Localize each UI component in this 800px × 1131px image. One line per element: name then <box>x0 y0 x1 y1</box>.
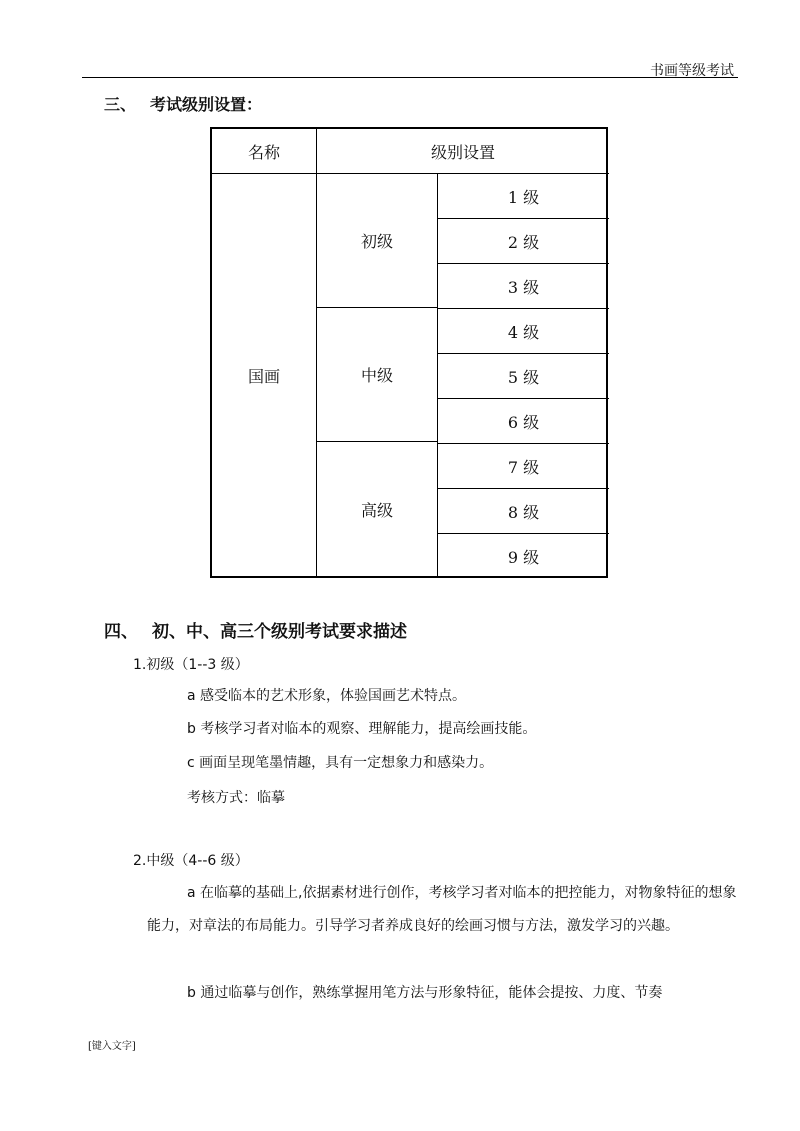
table-header-name: 名称 <box>212 129 317 174</box>
grade-cell: 2 级 <box>438 219 609 264</box>
table-header-level: 级别设置 <box>317 129 609 174</box>
requirement-line: a 感受临本的艺术形象，体验国画艺术特点。 <box>187 688 467 704</box>
section-4-text: 初、中、高三个级别考试要求描述 <box>152 622 407 642</box>
section-3-number: 三、 <box>104 95 137 114</box>
tier-cell-beginner: 初级 <box>317 174 438 308</box>
table-name-cell: 国画 <box>212 174 317 576</box>
footer-placeholder: [键入文字] <box>88 1041 136 1052</box>
requirement-line: c 画面呈现笔墨情趣，具有一定想象力和感染力。 <box>187 755 494 771</box>
grade-cell: 9 级 <box>507 548 540 567</box>
grade-cell: 3 级 <box>438 264 609 309</box>
subsection-beginner-title: 1.初级（1--3 级） <box>133 657 249 673</box>
level-table <box>210 127 608 578</box>
section-3-title <box>104 92 262 115</box>
grade-cell: 4 级 <box>438 309 609 354</box>
header-rule <box>82 77 738 78</box>
requirement-paragraph-a: a 在临摹的基础上,依据素材进行创作，考核学习者对临本的把控能力，对物象特征的想象能力，对章法的布局能力。引导学习者养成良好的绘画习惯与方法，激发学习的兴趣。 <box>147 885 737 934</box>
requirement-line: b 考核学习者对临本的观察、理解能力，提高绘画技能。 <box>187 721 537 737</box>
subsection-intermediate-title: 2.中级（4--6 级） <box>133 853 249 869</box>
tier-cell-intermediate: 中级 <box>317 308 438 442</box>
grade-cell: 8 级 <box>438 489 609 534</box>
section-3-text: 考试级别设置： <box>150 95 263 114</box>
grade-cell: 6 级 <box>438 399 609 444</box>
section-4-number: 四、 <box>104 622 138 642</box>
grade-cell: 1 级 <box>438 174 609 219</box>
section-4-title <box>104 617 407 642</box>
running-header: 书画等级考试 <box>650 63 734 79</box>
tier-cell-advanced: 高级 <box>317 442 438 576</box>
assessment-method: 考核方式：临摹 <box>187 790 285 806</box>
requirement-paragraph-b: b 通过临摹与创作，熟练掌握用笔方法与形象特征，能体会提按、力度、节奏 <box>187 985 663 1001</box>
grade-cell: 5 级 <box>438 354 609 399</box>
grade-cell: 7 级 <box>438 444 609 489</box>
